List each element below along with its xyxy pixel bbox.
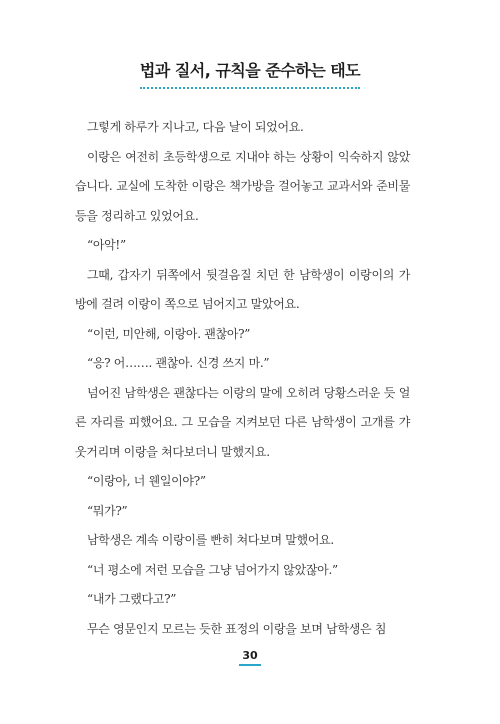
- paragraph: “아악!”: [87, 238, 126, 252]
- paragraph: 남학생은 계속 이랑이를 빤히 쳐다보며 말했어요.: [87, 533, 334, 547]
- page-number-container: [0, 644, 500, 666]
- section-heading: 법과 질서, 규칙을 준수하는 태도: [140, 58, 360, 89]
- paragraph: “뭐가?”: [87, 503, 128, 518]
- paragraph: 무슨 영문인지 모르는 듯한 표정의 이랑을 보며 남학생은 침: [87, 621, 387, 636]
- paragraph: “내가 그랬다고?”: [87, 592, 177, 606]
- paragraph: 넘어진 남학생은 괜찮다는 이랑의 말에 오히려 당황스러운 듯 얼른 자리를 피했어요. 그 모습을 지켜보던 다른 남학생이 고개를 갸웃거리며 이랑을 쳐다보더니 말했지요.: [75, 385, 410, 459]
- paragraph: “너 평소에 저런 모습을 그냥 넘어가지 않았잖아.”: [87, 562, 338, 577]
- body-text: [75, 113, 410, 644]
- paragraph: 그때, 갑자기 뒤쪽에서 뒷걸음질 치던 한 남학생이 이랑이의 가방에 걸려 이랑이 쪽으로 넘어지고 말았어요.: [75, 267, 410, 311]
- paragraph: 이랑은 여전히 초등학생으로 지내야 하는 상황이 익숙하지 않았습니다. 교실에 도착한 이랑은 책가방을 걸어놓고 교과서와 준비물 등을 정리하고 있었어요.: [75, 149, 410, 223]
- section-heading-container: [0, 58, 500, 89]
- paragraph: “응? 어……. 괜찮아. 신경 쓰지 마.”: [87, 356, 270, 370]
- paragraph: “이런, 미안해, 이랑아. 괜찮아?”: [87, 326, 251, 341]
- page-number: 30: [239, 649, 260, 666]
- paragraph: “이랑아, 너 웬일이야?”: [87, 474, 206, 488]
- paragraph: 그렇게 하루가 지나고, 다음 날이 되었어요.: [87, 120, 304, 134]
